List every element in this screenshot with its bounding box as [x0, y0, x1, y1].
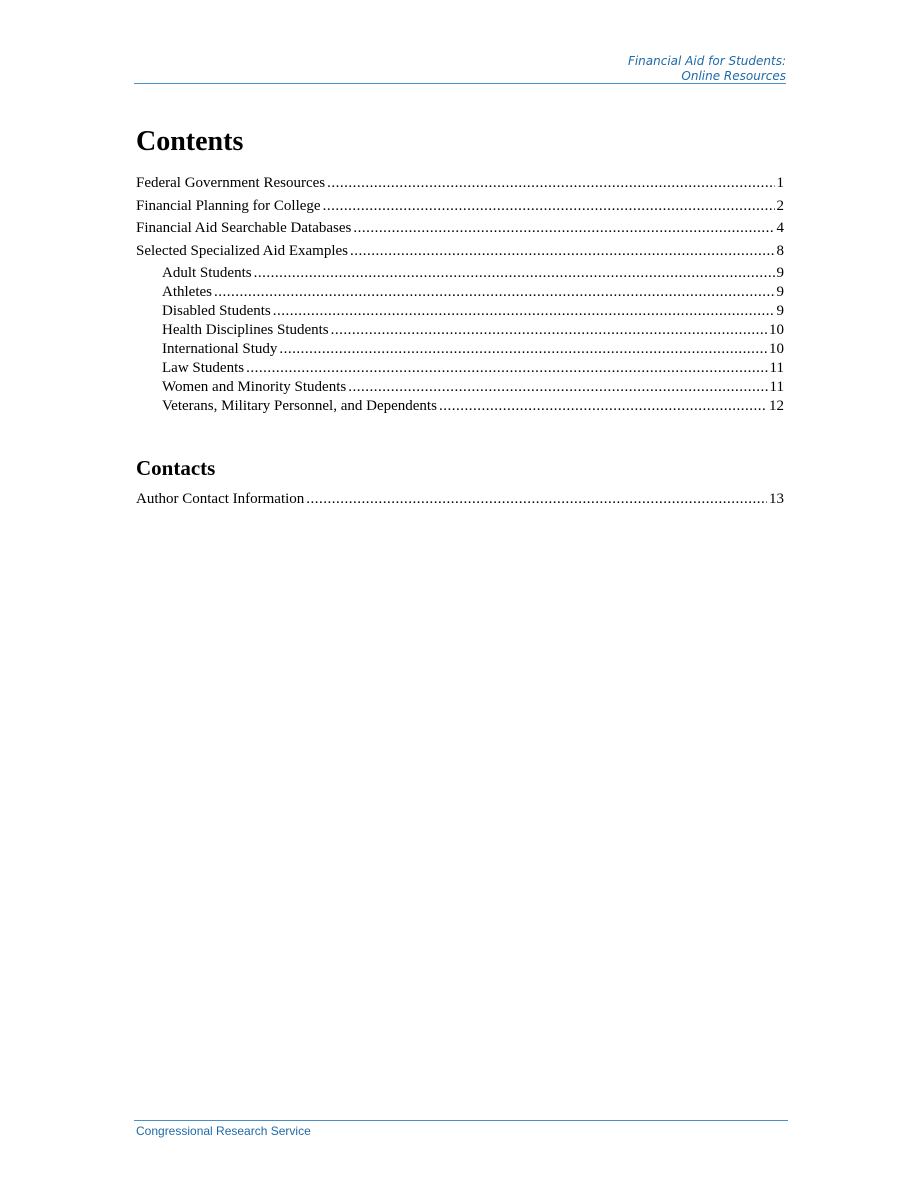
dot-leader [254, 264, 775, 283]
toc-entry-label: Adult Students [162, 265, 252, 281]
contents-list [136, 174, 784, 416]
toc-entry-international-study[interactable] [136, 340, 784, 359]
toc-entry-label: International Study [162, 341, 278, 357]
toc-entry-page: 10 [769, 341, 784, 357]
dot-leader [214, 283, 775, 302]
contacts-heading: Contacts [136, 456, 216, 480]
toc-entry-page: 1 [776, 175, 784, 191]
toc-entry-label: Law Students [162, 360, 245, 376]
toc-entry-law-students[interactable] [136, 359, 784, 378]
toc-entry-adult-students[interactable] [136, 264, 784, 283]
toc-entry-author-contact-information[interactable] [136, 490, 784, 513]
toc-entry-page: 13 [769, 491, 784, 507]
toc-entry-federal-government-resources[interactable] [136, 174, 784, 197]
toc-entry-athletes[interactable] [136, 283, 784, 302]
toc-entry-label: Athletes [162, 284, 212, 300]
toc-entry-disabled-students[interactable] [136, 302, 784, 321]
toc-entry-page: 11 [769, 360, 784, 376]
dot-leader [279, 340, 767, 359]
toc-entry-selected-specialized-aid-examples[interactable] [136, 242, 784, 265]
toc-entry-page: 9 [776, 265, 784, 281]
toc-entry-page: 9 [776, 284, 784, 300]
toc-entry-page: 11 [769, 379, 784, 395]
toc-entry-label: Financial Aid Searchable Databases [136, 220, 352, 236]
dot-leader [439, 397, 767, 416]
toc-entry-label: Author Contact Information [136, 491, 305, 507]
toc-entry-label: Women and Minority Students [162, 379, 347, 395]
footer-publisher: Congressional Research Service [136, 1124, 311, 1138]
dot-leader [331, 321, 767, 340]
toc-entry-financial-aid-searchable-databases[interactable] [136, 219, 784, 242]
dot-leader [246, 359, 767, 378]
header-title-line-1: Financial Aid for Students: [627, 54, 786, 68]
toc-entry-label: Health Disciplines Students [162, 322, 329, 338]
toc-entry-health-disciplines-students[interactable] [136, 321, 784, 340]
toc-entry-label: Financial Planning for College [136, 197, 321, 214]
header-title-line-2: Online Resources [681, 68, 786, 83]
dot-leader [306, 490, 767, 509]
dot-leader [353, 219, 774, 238]
dot-leader [273, 302, 775, 321]
toc-entry-page: 9 [776, 303, 784, 319]
contents-heading: Contents [136, 126, 244, 157]
toc-entry-veterans-military-personnel-and-dependents[interactable] [136, 397, 784, 416]
toc-entry-label: Federal Government Resources [136, 175, 326, 191]
toc-entry-financial-planning-for-college[interactable] [136, 197, 784, 220]
dot-leader [350, 242, 774, 261]
toc-entry-label: Selected Specialized Aid Examples [136, 242, 349, 259]
contacts-list [136, 490, 784, 513]
toc-entry-page: 2 [776, 197, 784, 214]
dot-leader [348, 378, 767, 397]
toc-entry-label: Veterans, Military Personnel, and Dependents [162, 398, 437, 414]
toc-entry-page: 12 [769, 398, 784, 414]
toc-entry-women-and-minority-students[interactable] [136, 378, 784, 397]
dot-leader [323, 197, 775, 216]
toc-entry-label: Disabled Students [162, 303, 271, 319]
toc-entry-page: 10 [769, 322, 784, 338]
toc-entry-page: 4 [776, 220, 784, 236]
page-header [134, 54, 786, 84]
toc-entry-page: 8 [776, 242, 784, 259]
dot-leader [327, 174, 774, 193]
page-footer [134, 1120, 788, 1138]
